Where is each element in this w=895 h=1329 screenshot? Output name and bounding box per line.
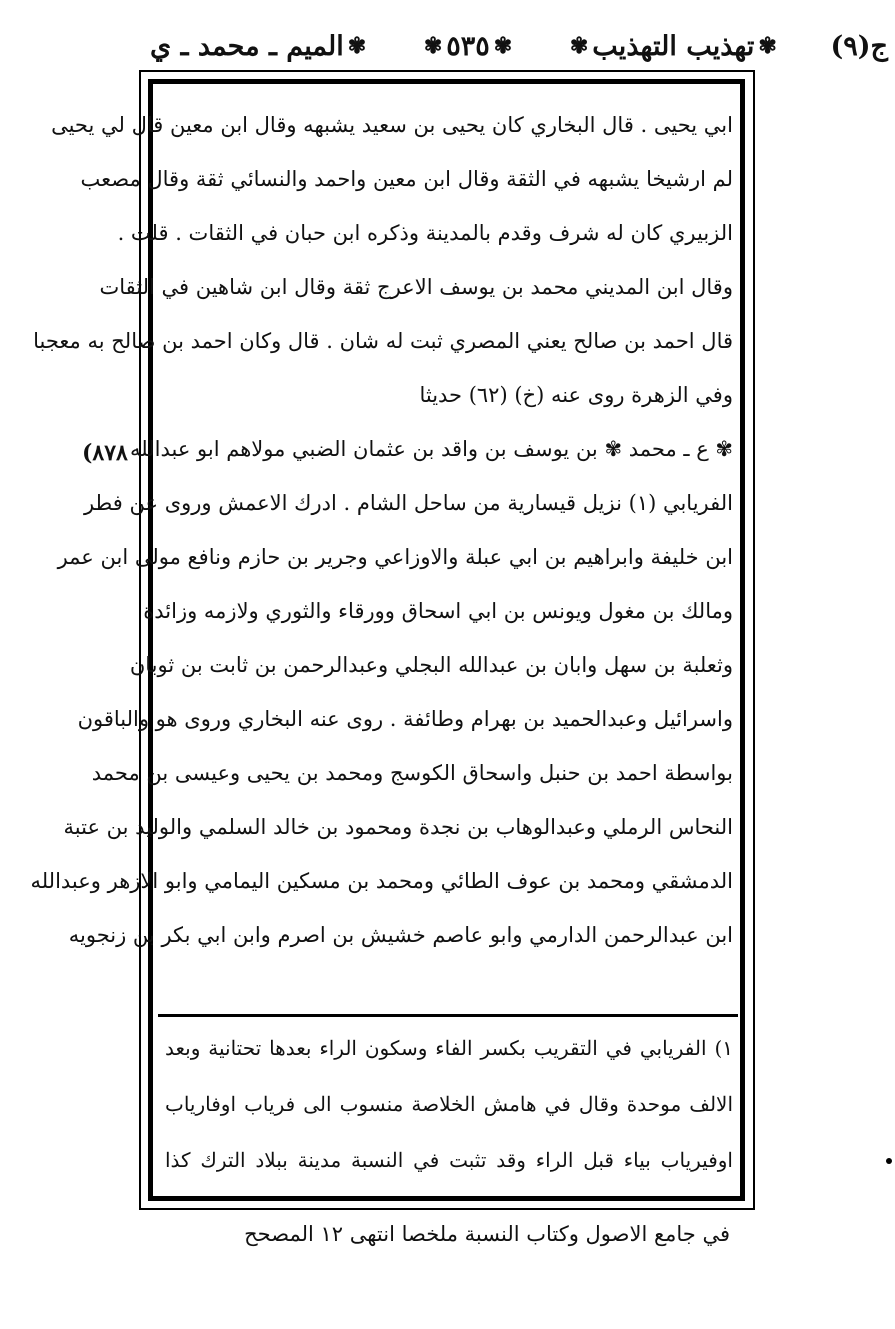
book-title: تهذيب التهذيب: [592, 30, 755, 62]
text-line: ✾ ع ـ محمد ✾ بن يوسف بن واقد بن عثمان الضبي مولاهم ابو عبدالله: [130, 437, 733, 461]
text-line: قال احمد بن صالح يعني المصري ثبت له شان . قال وكان احمد بن صالح به معجبا: [33, 329, 733, 353]
text-line: بواسطة احمد بن حنبل واسحاق الكوسج ومحمد بن يحيى وعيسى بن محمد: [91, 761, 733, 785]
text-line: لم ارشيخا يشبهه في الثقة وقال ابن معين واحمد والنسائي ثقة وقال مصعب: [80, 167, 733, 191]
footnote-line: الالف موحدة وقال في هامش الخلاصة منسوب الى فرياب اوفارياب: [165, 1092, 733, 1116]
scan-speck: [886, 1158, 892, 1164]
text-line: ابن عبدالرحمن الدارمي وابو عاصم خشيش بن اصرم وابن ابي بكر بن زنجويه: [68, 923, 733, 947]
page-number: ٥٣٥: [446, 30, 490, 62]
text-line: الزبيري كان له شرف وقدم بالمدينة وذكره ابن حبان في الثقات . قلت .: [117, 221, 733, 245]
text-line: الفريابي (١) نزيل قيسارية من ساحل الشام . ادرك الاعمش وروى عن فطر: [83, 491, 733, 515]
ornament-icon: ✾: [423, 33, 443, 59]
text-line: وفي الزهرة روى عنه (خ) (٦٢) حديثا: [419, 383, 733, 407]
footnote-line: اوفيرياب بياء قبل الراء وقد تثبت في النسبة مدينة ببلاد الترك كذا: [165, 1148, 733, 1172]
page-number-group: [420, 31, 516, 62]
text-line: النحاس الرملي وعبدالوهاب بن نجدة ومحمود بن خالد السلمي والوليد بن عتبة: [63, 815, 733, 839]
text-line: ابي يحيى . قال البخاري كان يحيى بن سعيد يشبهه وقال ابن معين قال لي يحيى: [51, 113, 733, 137]
volume-label: ج(٩): [830, 30, 888, 62]
text-line: واسرائيل وعبدالحميد بن بهرام وطائفة . روى عنه البخاري وروى هو والباقون: [77, 707, 733, 731]
text-line: ابن خليفة وابراهيم بن ابي عبلة والاوزاعي وجرير بن حازم ونافع مولى ابن عمر: [57, 545, 733, 569]
text-line: الدمشقي ومحمد بن عوف الطائي ومحمد بن مسكين اليمامي وابو الازهر وعبدالله: [30, 869, 733, 893]
running-header: [150, 22, 888, 70]
footnote-continuation: في جامع الاصول وكتاب النسبة ملخصا انتهى ١٢ المصحح: [244, 1222, 730, 1246]
footnote-divider: [158, 1014, 738, 1017]
text-line: وقال ابن المديني محمد بن يوسف الاعرج ثقة وقال ابن شاهين في الثقات: [99, 275, 733, 299]
text-line: ومالك بن مغول ويونس بن ابي اسحاق وورقاء والثوري ولازمه وزائدة: [143, 599, 733, 623]
ornament-icon: ✾: [758, 33, 777, 59]
ornament-icon: ✾: [493, 33, 513, 59]
book-title-group: [566, 31, 781, 62]
section-label: الميم ـ محمد ـ ي: [150, 30, 344, 62]
ornament-icon: ✾: [569, 33, 589, 59]
section-group: [150, 31, 370, 62]
ornament-icon: ✾: [347, 33, 367, 59]
entry-number: ٨٧٨): [82, 440, 128, 466]
footnote-text: [165, 1020, 733, 1188]
text-line: وثعلبة بن سهل وابان بن عبدالله البجلي وعبدالرحمن بن ثابت بن ثوبان: [129, 653, 733, 677]
footnote-line: ١) الفريابي في التقريب بكسر الفاء وسكون الراء بعدها تحتانية وبعد: [165, 1036, 733, 1060]
